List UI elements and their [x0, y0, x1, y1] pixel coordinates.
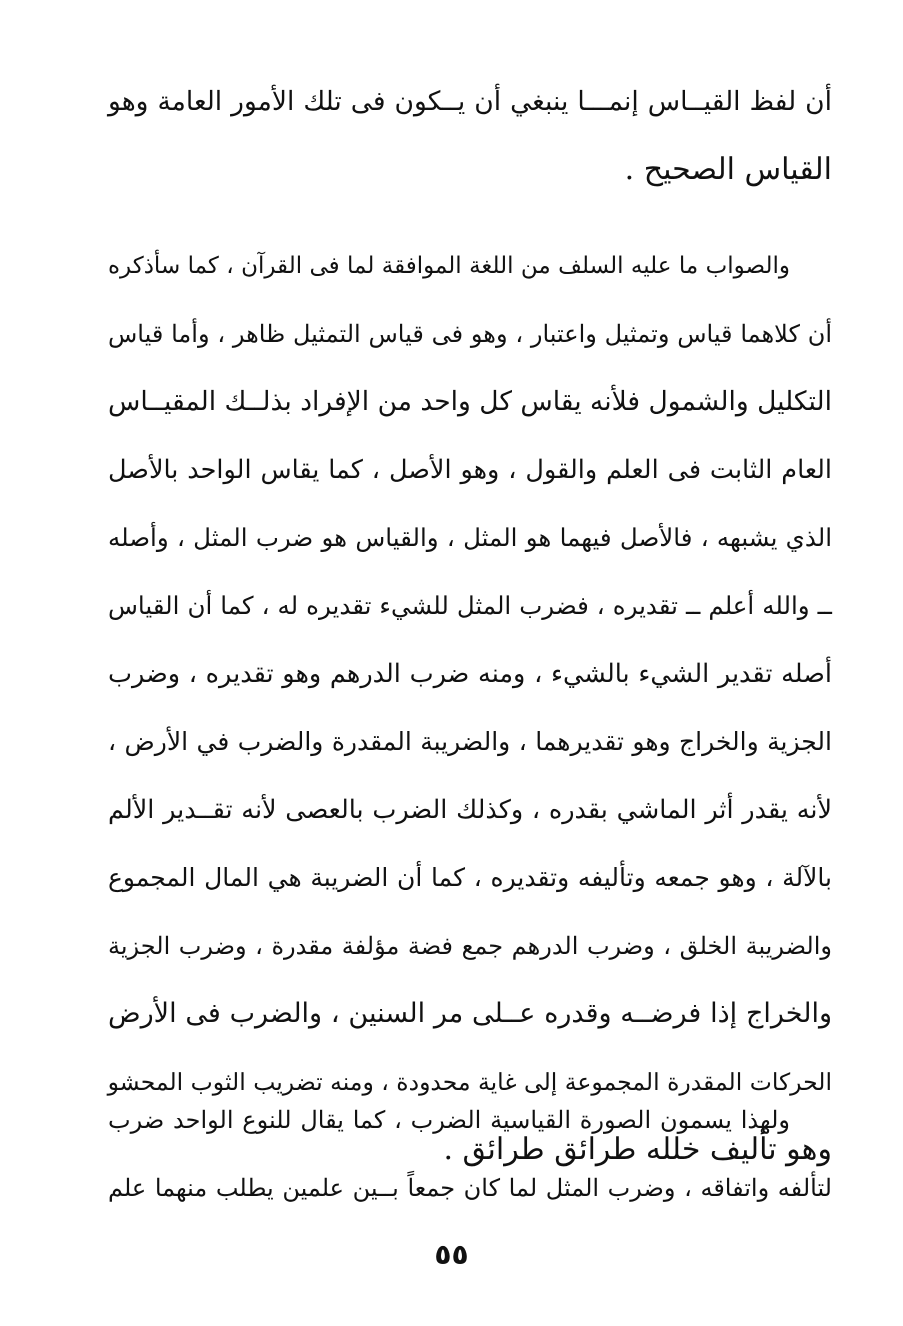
text-line: والخراج إذا فرضــه وقدره عــلى مر السنين ، والضرب فى الأرض	[108, 998, 832, 1029]
text-line: لتألفه واتفاقه ، وضرب المثل لما كان جمعاً بــين علمين يطلب منهما علم	[108, 1174, 832, 1202]
text-line: الجزية والخراج وهو تقديرهما ، والضريبة المقدرة والضرب في الأرض ،	[108, 727, 832, 756]
text-line: وهو تأليف خلله طرائق طرائق .	[443, 1132, 832, 1167]
text-line: ولهذا يسمون الصورة القياسية الضرب ، كما يقال للنوع الواحد ضرب	[108, 1106, 790, 1134]
paragraph-3	[108, 1086, 832, 1222]
text-line: والضريبة الخلق ، وضرب الدرهم جمع فضة مؤلفة مقدرة ، وضرب الجزية	[108, 932, 832, 960]
paragraph-1	[108, 68, 832, 204]
paragraph-2	[108, 232, 832, 1184]
text-line: أن لفظ القيــاس إنمـــا ينبغي أن يــكون فى تلك الأمور العامة وهو	[108, 86, 832, 117]
text-line: العام الثابت فى العلم والقول ، وهو الأصل ، كما يقاس الواحد بالأصل	[108, 455, 832, 485]
text-line: التكليل والشمول فلأنه يقاس كل واحد من الإفراد بذلــك المقيــاس	[108, 386, 832, 417]
text-line: الذي يشبهه ، فالأصل فيهما هو المثل ، والقياس هو ضرب المثل ، وأصله	[108, 523, 832, 552]
text-line: والصواب ما عليه السلف من اللغة الموافقة لما فى القرآن ، كما سأذكره	[108, 253, 790, 279]
page-number: ٥٥	[434, 1238, 469, 1271]
text-line: أن كلاهما قياس وتمثيل واعتبار ، وهو فى قياس التمثيل ظاهر ، وأما قياس	[108, 320, 832, 348]
text-line: الحركات المقدرة المجموعة إلى غاية محدودة ، ومنه تضريب الثوب المحشو	[107, 1068, 832, 1096]
text-line: بالآلة ، وهو جمعه وتأليفه وتقديره ، كما أن الضريبة هي المال المجموع	[108, 863, 832, 892]
text-line: القياس الصحيح .	[624, 152, 832, 187]
text-line: لأنه يقدر أثر الماشي بقدره ، وكذلك الضرب بالعصى لأنه تقــدير الألم	[108, 795, 832, 825]
text-line: ــ والله أعلم ــ تقديره ، فضرب المثل للشيء تقديره له ، كما أن القياس	[108, 591, 832, 620]
text-line: أصله تقدير الشيء بالشيء ، ومنه ضرب الدرهم وهو تقديره ، وضرب	[108, 659, 832, 689]
